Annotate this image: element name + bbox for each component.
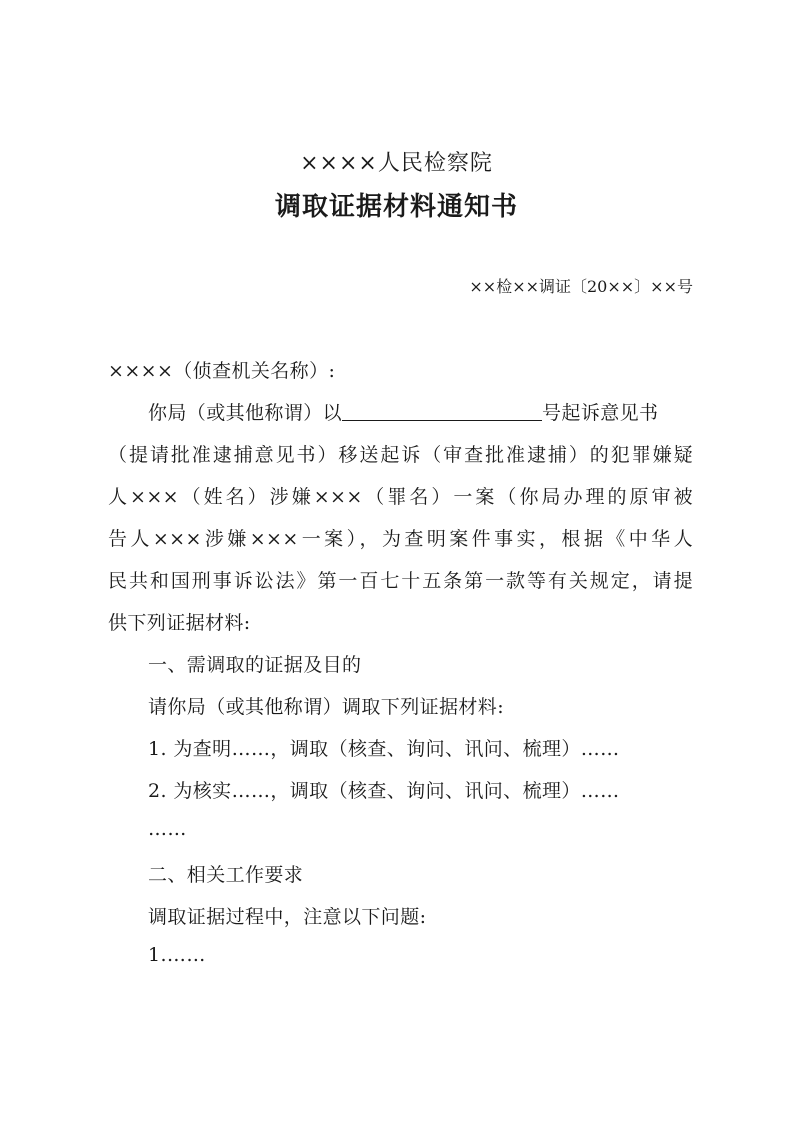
section-2-intro: 调取证据过程中，注意以下问题:: [148, 906, 427, 928]
document-title: 调取证据材料通知书: [274, 192, 518, 222]
section-1-heading: 一、需调取的证据及目的: [148, 654, 362, 676]
procuratorate-name: ××××人民检察院: [300, 151, 493, 176]
section-1-intro: 请你局（或其他称谓）调取下列证据材料:: [148, 696, 505, 718]
fill-in-blank-line: [342, 402, 542, 421]
document-number: ××检××调证〔20××〕××号: [469, 277, 693, 296]
paragraph-1-prefix: 你局（或其他称谓）以: [148, 402, 343, 424]
paragraph-1-line-5: 民共和国刑事诉讼法》第一百七十五条第一款等有关规定，请提: [108, 570, 693, 592]
section-1-item-2: 2. 为核实……，调取（核查、询问、讯问、梳理）……: [148, 780, 620, 802]
paragraph-1-line-4: 告人×××涉嫌×××一案），为查明案件事实，根据《中华人: [108, 528, 693, 550]
section-1-ellipsis: ……: [148, 818, 187, 840]
paragraph-1-line-1: [108, 398, 693, 425]
section-1-item-1: 1. 为查明……，调取（核查、询问、讯问、梳理）……: [148, 738, 620, 760]
paragraph-1-line-6: 供下列证据材料:: [108, 612, 251, 634]
paragraph-1-suffix: 号起诉意见书: [542, 402, 659, 424]
paragraph-1-line-2: （提请批准逮捕意见书）移送起诉（审查批准逮捕）的犯罪嫌疑: [108, 444, 693, 466]
paragraph-1-line-3: 人×××（姓名）涉嫌×××（罪名）一案（你局办理的原审被: [108, 486, 693, 508]
section-2-item-1: 1.……: [148, 944, 206, 966]
addressee: ××××（侦查机关名称）:: [108, 360, 336, 382]
section-2-heading: 二、相关工作要求: [148, 864, 304, 886]
